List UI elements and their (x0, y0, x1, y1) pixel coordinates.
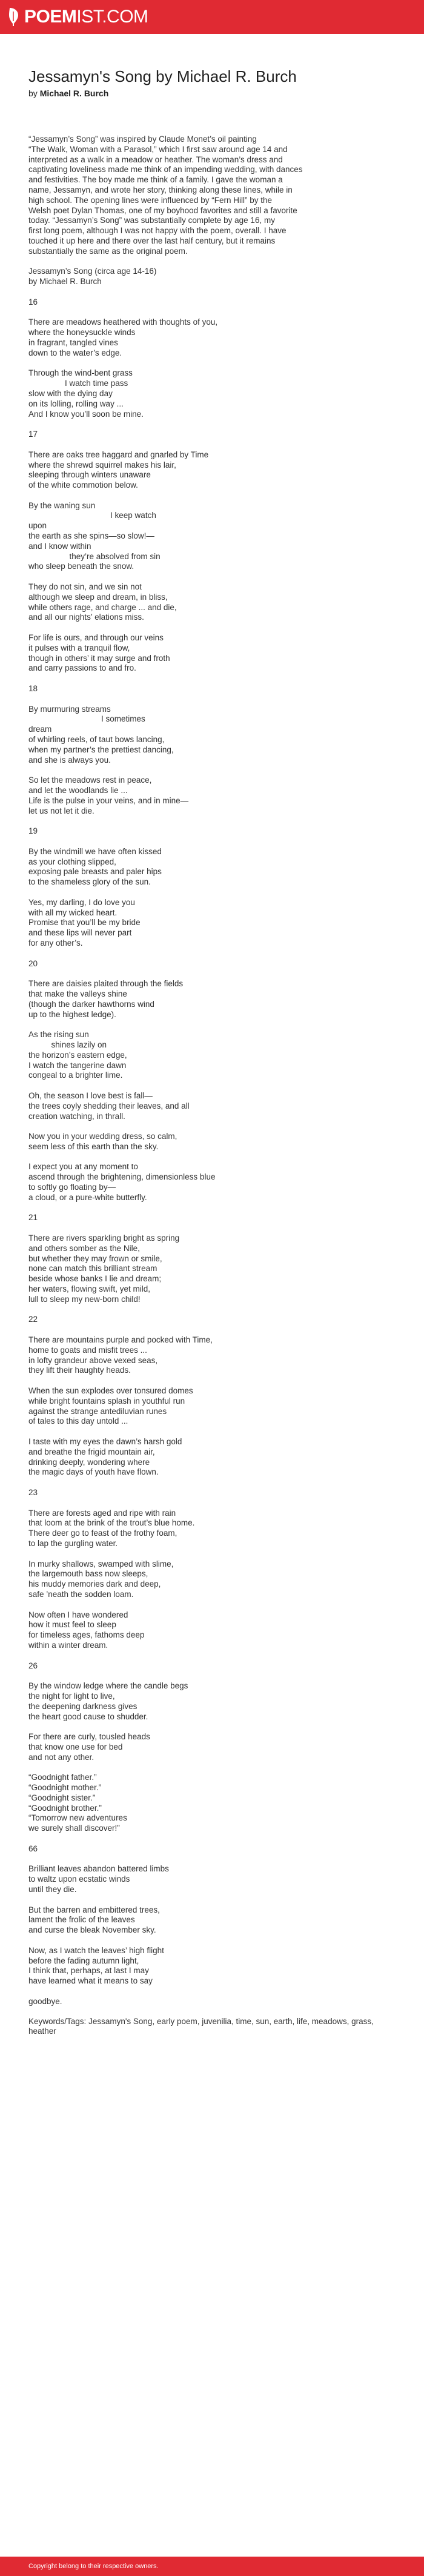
poem-title: Jessamyn's Song by Michael R. Burch (28, 67, 297, 85)
site-logo-text: POEMIST.COM (24, 7, 148, 27)
quill-pen-icon (7, 7, 21, 27)
poem-tags (28, 2017, 398, 2037)
tags-list: Jessamyn's Song, early poem, juvenilia, time, sun, earth, life, meadows, grass, heather (28, 2016, 374, 2036)
poem-container (28, 67, 398, 2037)
site-logo[interactable] (7, 6, 148, 28)
byline-label: by (28, 88, 38, 98)
copyright-text: Copyright belong to their respective owners. (28, 2563, 159, 2570)
site-header (0, 0, 424, 34)
tags-label: Keywords/Tags: (28, 2016, 87, 2026)
poem-body: “Jessamyn’s Song” was inspired by Claude Monet’s oil painting “The Walk, Woman with a Parasol,” which I first saw around age 14 and interpreted as a walk in a meadow or heather. The woman’s dress and captivating loveliness made me think of an impending wedding, with dances and festivities. The boy made me think of a family. I gave the woman a name, Jessamyn, and wrote her story, thinking along these lines, while in high school. The opening lines were influenced by “Fern Hill” by the Welsh poet Dylan Thomas, one of my boyhood favorites and still a favorite today. “Jessamyn’s Song” was substantially complete by age 16, my first long poem, although I was not happy with the poem, overall. I have touched it up here and there over the last half century, but it remains substantially the same as the original poem. Jessamyn’s Song (circa age 14-16) by Michael R. Burch 16 There are meadows heathered with thoughts of you, where the honeysuckle winds in fragrant, tangled vines down to the water’s edge. Through the wind-bent grass I watch time pass slow with the dying day on its lolling, rolling way ... And I know you’ll soon be mine. 17 There are oaks tree haggard and gnarled by Time where the shrewd squirrel makes his lair, sleeping through winters unaware of the white commotion below. By the waning sun I keep watch upon the earth as she spins—so slow!— and I know within they’re absolved from sin who sleep beneath the snow. They do not sin, and we sin not although we sleep and dream, in bliss, while others rage, and charge ... and die, and all our nights’ elations miss. For life is ours, and through our veins it pulses with a tranquil flow, though in others’ it may surge and froth and carry passions to and fro. 18 By murmuring streams I sometimes dream of whirling reels, of taut bows lancing, when my partner’s the prettiest dancing, and she is always you. So let the meadows rest in peace, and let the woodlands lie ... Life is the pulse in your veins, and in mine— let us not let it die. 19 By the windmill we have often kissed as your clothing slipped, exposing pale breasts and paler hips to the shameless glory of the sun. Yes, my darling, I do love you with all my wicked heart. Promise that you’ll be my bride and these lips will never part for any other’s. 20 There are daisies plaited through the fields that make the valleys shine (though the darker hawthorns wind up to the highest ledge). As the rising sun shines lazily on the horizon’s eastern edge, I watch the tangerine dawn congeal to a brighter lime. Oh, the season I love best is fall— the trees coyly shedding their leaves, and all creation watching, in thrall. Now you in your wedding dress, so calm, seem less of this earth than the sky. I expect you at any moment to ascend through the brightening, dimensionless blue to softly go floating by— a cloud, or a pure-white butterfly. 21 There are rivers sparkling bright as spring and others somber as the Nile, but whether they may frown or smile, none can match this brilliant stream beside whose banks I lie and dream; her waters, flowing swift, yet mild, lull to sleep my new-born child! 22 There are mountains purple and pocked with Time, home to goats and misfit trees ... in lofty grandeur above vexed seas, they lift their haughty heads. When the sun explodes over tonsured domes while bright fountains splash in youthful run against the strange antediluvian runes of tales to this day untold ... I taste with my eyes the dawn’s harsh gold and breathe the frigid mountain air, drinking deeply, wondering where the magic days of youth have flown. 23 There are forests aged and ripe with rain that loom at the brink of the trout’s blue home. There deer go to feast of the frothy foam, to lap the gurgling water. In murky shallows, swamped with slime, the largemouth bass now sleeps, his muddy memories dark and deep, safe ’neath the sodden loam. Now often I have wondered how it must feel to sleep for timeless ages, fathoms deep within a winter dream. 26 By the window ledge where the candle begs the night for light to live, the deepening darkness gives the heart good cause to shudder. For there are curly, tousled heads that know one use for bed and not any other. “Goodnight father.” “Goodnight mother.” “Goodnight sister.” “Goodnight brother.” “Tomorrow new adventures we surely shall discover!” 66 Brilliant leaves abandon battered limbs to waltz upon ecstatic winds until they die. But the barren and embittered trees, lament the frolic of the leaves and curse the bleak November sky. Now, as I watch the leaves’ high flight before the fading autumn light, I think that, perhaps, at last I may have learned what it means to say goodbye. (28, 134, 303, 2006)
site-footer (0, 2557, 424, 2576)
author-link[interactable]: Michael R. Burch (39, 88, 109, 98)
byline (28, 87, 398, 99)
